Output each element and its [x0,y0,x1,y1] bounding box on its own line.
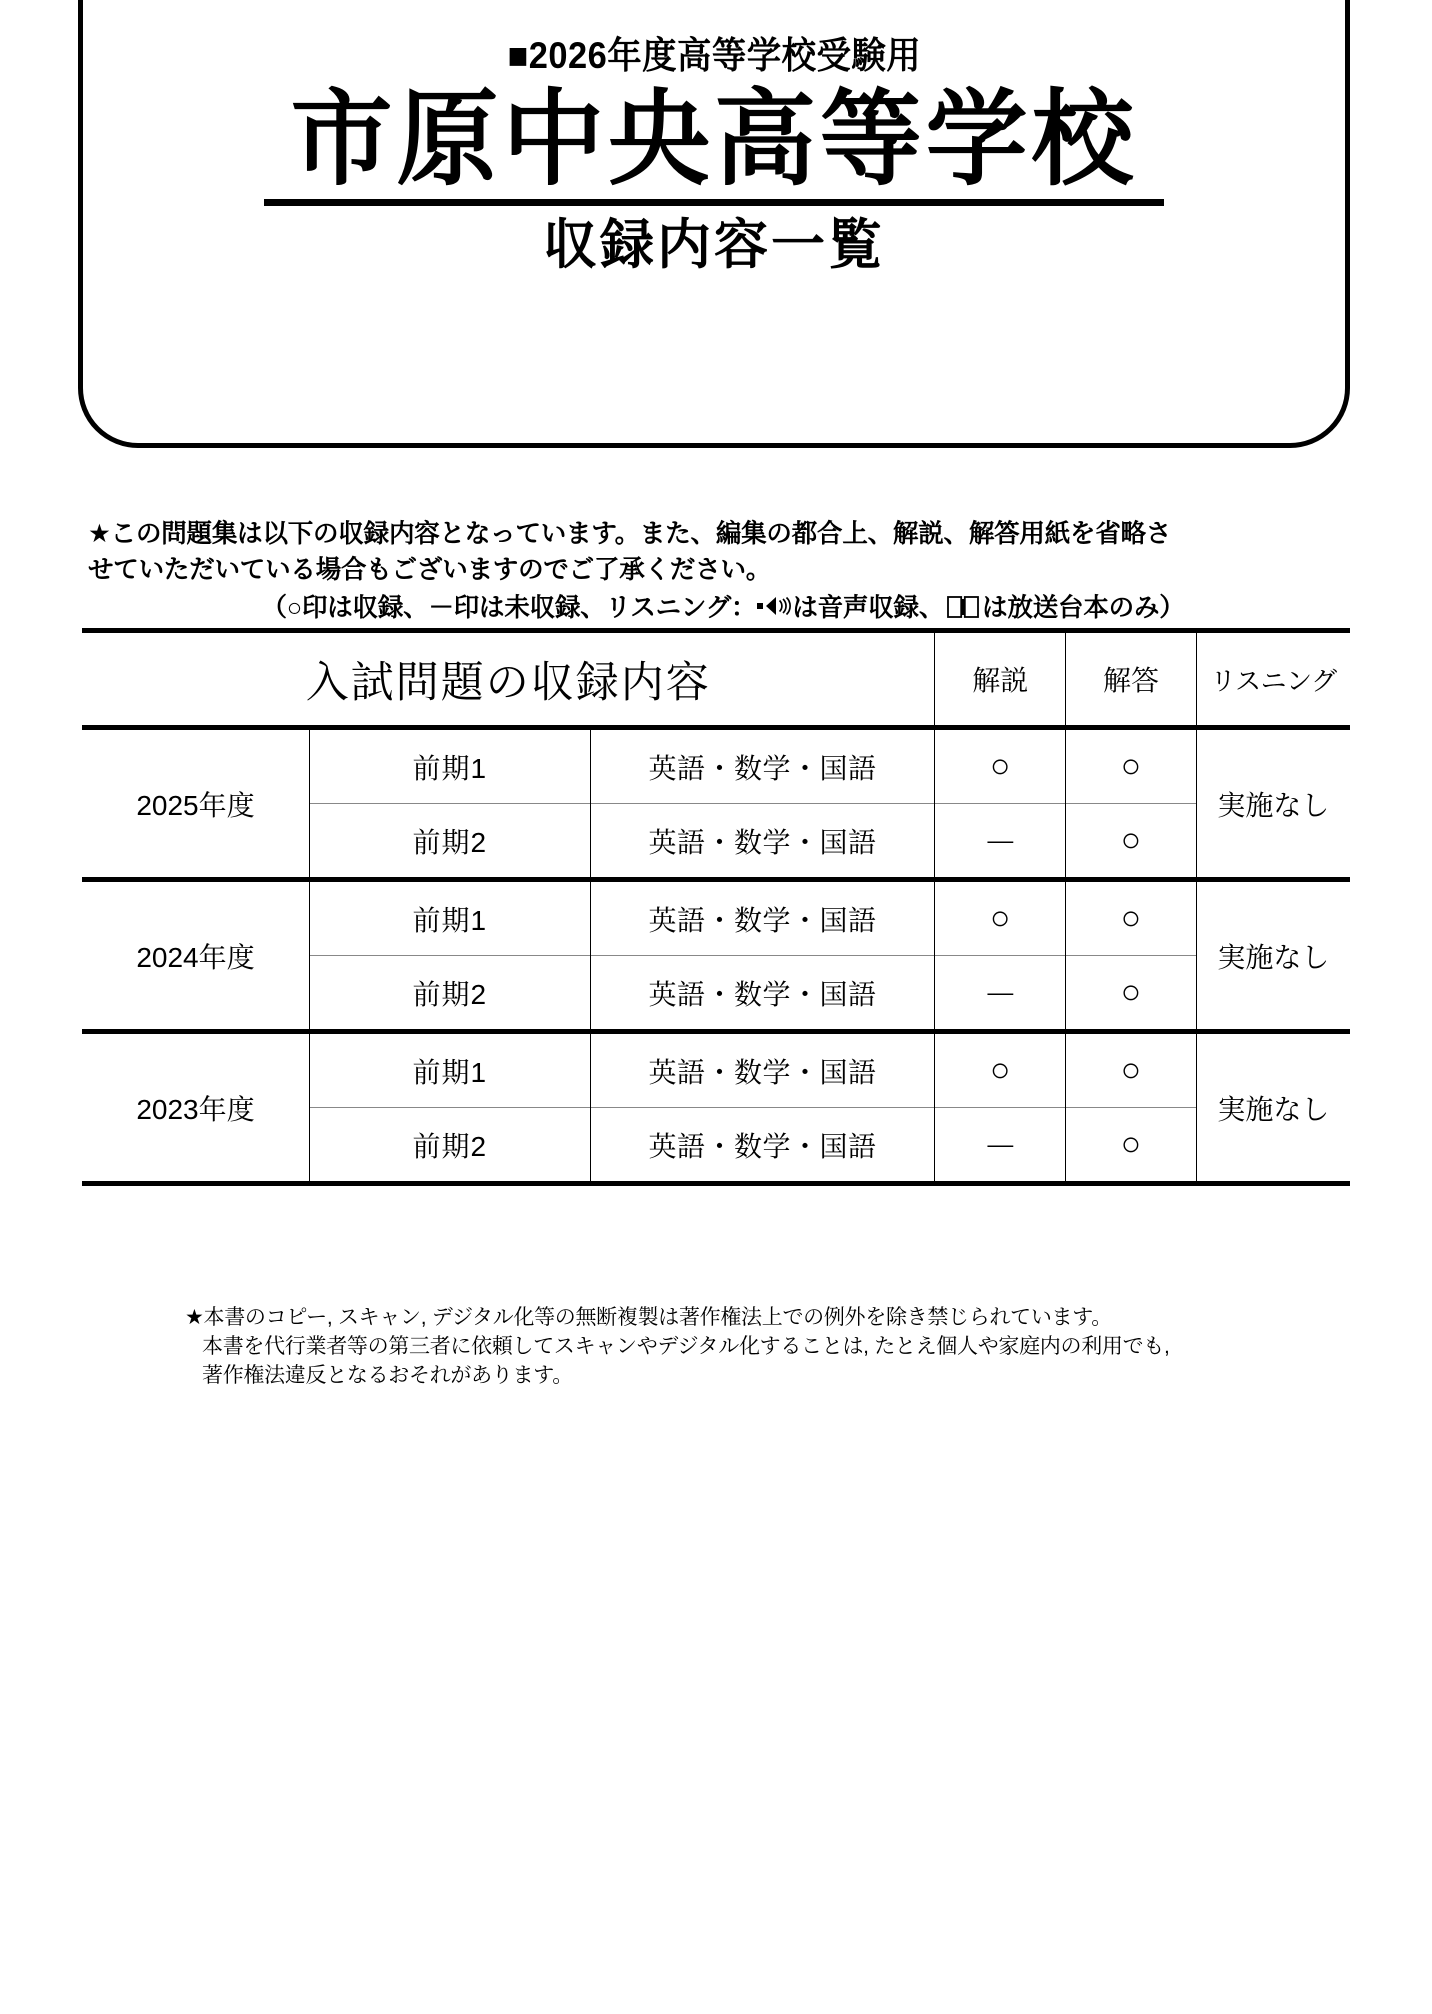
term-label: 前期1 [309,728,590,804]
kaitou-mark: ○ [1066,804,1197,880]
notice-line-2: せていただいている場合もございますのでご了承ください。 [88,556,772,585]
copyright-notice [185,1304,1365,1391]
term-label: 前期1 [309,880,590,956]
term-label: 前期2 [309,804,590,880]
kaisetsu-mark: － [935,1108,1066,1184]
term-label: 前期2 [309,956,590,1032]
book-icon [947,594,979,629]
year-label: 2023年度 [82,1032,309,1184]
notice-line-1: ★この問題集は以下の収録内容となっています。また、編集の都合上、解説、解答用紙を省略さ [88,520,1172,548]
copyright-line-1: ★本書のコピー, スキャン, デジタル化等の無断複製は著作権法上での例外を除き禁じられています。 [185,1306,1112,1329]
kaitou-mark: ○ [1066,1032,1197,1108]
column-header-kaitou: 解答 [1066,631,1197,728]
title-underline [264,199,1164,206]
legend-mid: は音声収録、 [792,594,945,622]
column-header-main: 入試問題の収録内容 [82,631,935,728]
subjects-label: 英語・数学・国語 [590,1108,935,1184]
subjects-label: 英語・数学・国語 [590,1032,935,1108]
term-label: 前期2 [309,1108,590,1184]
kaisetsu-mark: ○ [935,728,1066,804]
notice-text [88,516,1358,588]
column-header-kaisetsu: 解説 [935,631,1066,728]
page-title: 市原中央高等学校 [290,81,1138,198]
kaitou-mark: ○ [1066,728,1197,804]
subjects-label: 英語・数学・国語 [590,804,935,880]
legend-suffix: は放送台本のみ） [982,594,1185,622]
kaisetsu-mark: ○ [935,1032,1066,1108]
header-content [78,0,1350,448]
speaker-icon [757,594,791,627]
table-row [82,728,1350,804]
kaitou-mark: ○ [1066,1108,1197,1184]
listening-status: 実施なし [1196,880,1350,1032]
contents-table-wrap [82,628,1350,1186]
table-body [82,728,1350,1187]
kaisetsu-mark: ○ [935,880,1066,956]
header-kicker: ■2026年度高等学校受験用 [507,35,921,76]
year-label: 2024年度 [82,880,309,1032]
column-header-listening: リスニング [1196,631,1350,728]
table-bottom-rule [82,1184,1350,1187]
term-label: 前期1 [309,1032,590,1108]
subjects-label: 英語・数学・国語 [590,956,935,1032]
year-label: 2025年度 [82,728,309,880]
subjects-label: 英語・数学・国語 [590,880,935,956]
kaitou-mark: ○ [1066,956,1197,1032]
listening-status: 実施なし [1196,728,1350,880]
legend-prefix: （○印は収録、－印は未収録、リスニング： [261,594,757,622]
kaitou-mark: ○ [1066,880,1197,956]
notice-legend [88,592,1358,629]
table-head [82,631,1350,728]
copyright-line-2: 本書を代行業者等の第三者に依頼してスキャンやデジタル化することは, たとえ個人や家庭内の利用でも, [202,1334,1170,1358]
subjects-label: 英語・数学・国語 [590,728,935,804]
table-header-row [82,631,1350,728]
header-subtitle: 収録内容一覧 [543,214,885,275]
table-row [82,1032,1350,1108]
listening-status: 実施なし [1196,1032,1350,1184]
copyright-line-3: 著作権法違反となるおそれがあります。 [202,1363,573,1387]
contents-table [82,628,1350,1186]
kaisetsu-mark: － [935,956,1066,1032]
kaisetsu-mark: － [935,804,1066,880]
table-row [82,880,1350,956]
